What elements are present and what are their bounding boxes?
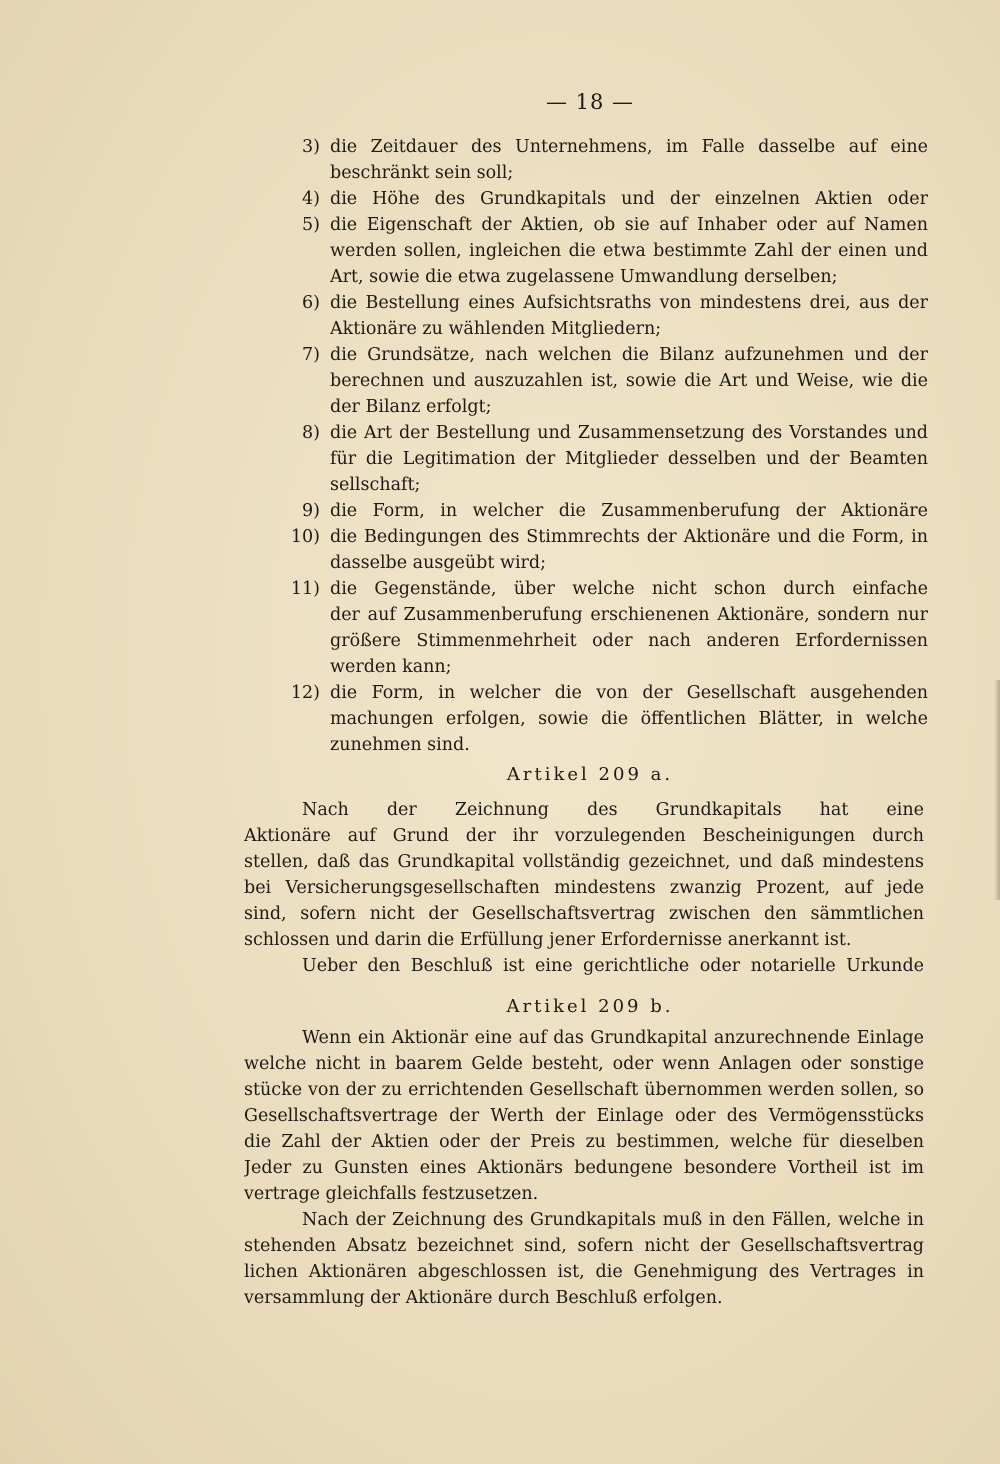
text-line: Nach der Zeichnung des Grundkapitals muß in den Fällen, welche in: [302, 1210, 924, 1230]
article-heading-209a: Artikel 209 a.: [506, 764, 674, 785]
text-line: Nach der Zeichnung des Grundkapitals hat eine: [302, 800, 924, 820]
text-line: stellen, daß das Grundkapital vollständig gezeichnet, und daß mindestens: [244, 852, 924, 872]
text-line: lichen Aktionären abgeschlossen ist, die Genehmigung des Vertrages in: [244, 1262, 924, 1282]
text-line: die Bestellung eines Aufsichtsraths von mindestens drei, aus der: [330, 293, 928, 313]
text-line: die Form, in welcher die Zusammenberufung der Aktionäre: [330, 501, 928, 521]
text-line: zunehmen sind.: [330, 735, 470, 755]
text-line: schlossen und darin die Erfüllung jener Erfordernisse anerkannt ist.: [244, 930, 852, 950]
text-line: größere Stimmenmehrheit oder nach anderen Erfordernissen: [330, 631, 928, 651]
text-line: der auf Zusammenberufung erschienenen Aktionäre, sondern nur: [330, 605, 928, 625]
list-item: [290, 576, 928, 680]
list-item: [290, 524, 928, 576]
list-item-number: 9): [302, 501, 320, 521]
text-line: die Eigenschaft der Aktien, ob sie auf Inhaber oder auf Namen: [330, 215, 928, 235]
text-line: dasselbe ausgeübt wird;: [330, 553, 547, 573]
list-item: [298, 212, 928, 290]
text-line: die Zeitdauer des Unternehmens, im Falle dasselbe auf eine: [330, 137, 928, 157]
text-line: der Bilanz erfolgt;: [330, 397, 492, 417]
text-line: die Höhe des Grundkapitals und der einzelnen Aktien oder: [330, 189, 928, 209]
list-item-number: 11): [290, 579, 320, 599]
text-line: die Zahl der Aktien oder der Preis zu bestimmen, welche für dieselben: [244, 1132, 924, 1152]
list-item-number: 12): [290, 683, 320, 703]
list-item-number: 4): [302, 189, 320, 209]
numbered-list: [290, 134, 928, 758]
list-item: [298, 498, 928, 524]
text-line: bei Versicherungsgesellschaften mindestens zwanzig Prozent, auf jede: [244, 878, 924, 898]
list-item: [298, 420, 928, 498]
list-item-number: 3): [302, 137, 320, 157]
text-line: Aktionäre auf Grund der ihr vorzulegenden Bescheinigungen durch: [244, 826, 924, 846]
text-line: Ueber den Beschluß ist eine gerichtliche oder notarielle Urkunde: [302, 956, 924, 976]
list-item: [290, 680, 928, 758]
text-line: stehenden Absatz bezeichnet sind, sofern nicht der Gesellschaftsvertrag: [244, 1236, 924, 1256]
text-line: die Bedingungen des Stimmrechts der Aktionäre und die Form, in: [330, 527, 928, 547]
text-line: die Grundsätze, nach welchen die Bilanz aufzunehmen und der: [330, 345, 928, 365]
text-line: Wenn ein Aktionär eine auf das Grundkapital anzurechnende Einlage: [302, 1028, 924, 1048]
list-item: [298, 290, 928, 342]
text-line: die Gegenstände, über welche nicht schon durch einfache: [330, 579, 928, 599]
text-line: Aktionäre zu wählenden Mitgliedern;: [330, 319, 662, 339]
page-number: — 18 —: [545, 90, 635, 114]
page-edge-shadow: [994, 680, 1000, 900]
list-item: [298, 186, 928, 212]
list-item-number: 5): [302, 215, 320, 235]
text-line: die Art der Bestellung und Zusammensetzung des Vorstandes und: [330, 423, 928, 443]
text-line: werden sollen, ingleichen die etwa bestimmte Zahl der einen und: [330, 241, 928, 261]
text-line: Jeder zu Gunsten eines Aktionärs bedungene besondere Vortheil ist im: [244, 1158, 924, 1178]
article-209b-body: [244, 1025, 924, 1311]
list-item: [298, 342, 928, 420]
text-line: Gesellschaftsvertrage der Werth der Einlage oder des Vermögensstücks: [244, 1106, 924, 1126]
list-item-number: 10): [290, 527, 320, 547]
text-line: stücke von der zu errichtenden Gesellschaft übernommen werden sollen, so: [244, 1080, 924, 1100]
text-line: Art, sowie die etwa zugelassene Umwandlung derselben;: [330, 267, 838, 287]
list-item-number: 7): [302, 345, 320, 365]
article-heading-209b: Artikel 209 b.: [506, 996, 674, 1017]
list-item: [298, 134, 928, 186]
text-line: für die Legitimation der Mitglieder desselben und der Beamten: [330, 449, 928, 469]
text-line: sellschaft;: [330, 475, 421, 495]
text-line: berechnen und auszuzahlen ist, sowie die Art und Weise, wie die: [330, 371, 928, 391]
text-line: die Form, in welcher die von der Gesellschaft ausgehenden: [330, 683, 928, 703]
text-line: machungen erfolgen, sowie die öffentlichen Blätter, in welche: [330, 709, 928, 729]
text-line: werden kann;: [330, 657, 452, 677]
list-item-number: 8): [302, 423, 320, 443]
text-line: welche nicht in baarem Gelde besteht, oder wenn Anlagen oder sonstige: [244, 1054, 924, 1074]
list-item-number: 6): [302, 293, 320, 313]
text-line: vertrage gleichfalls festzusetzen.: [244, 1184, 539, 1204]
text-line: versammlung der Aktionäre durch Beschluß erfolgen.: [244, 1288, 723, 1308]
text-line: sind, sofern nicht der Gesellschaftsvertrag zwischen den sämmtlichen: [244, 904, 924, 924]
text-line: beschränkt sein soll;: [330, 163, 514, 183]
article-209a-body: [244, 797, 924, 979]
